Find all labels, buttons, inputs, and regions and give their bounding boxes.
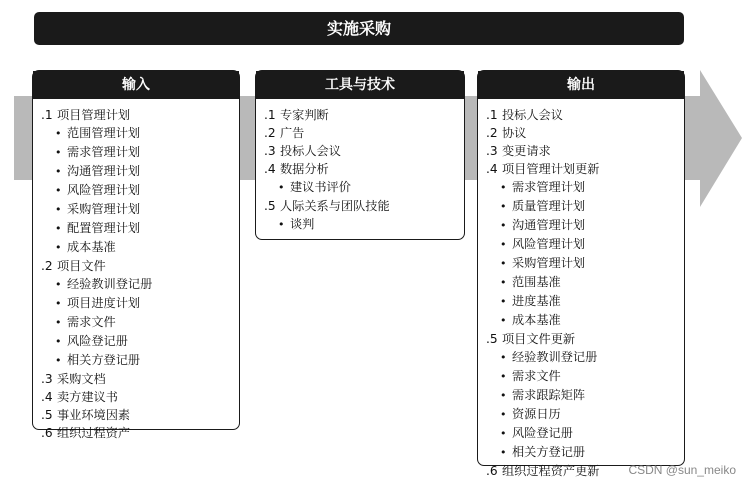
item-label: 投标人会议	[502, 108, 563, 122]
bullet-icon: •	[55, 241, 62, 254]
item-number: .3	[41, 372, 53, 386]
sub-item-label: 进度基准	[512, 294, 561, 308]
bullet-icon: •	[55, 278, 62, 291]
sub-item	[41, 238, 233, 257]
sub-item	[486, 405, 678, 424]
sub-item-label: 谈判	[290, 217, 315, 231]
sub-item-label: 需求管理计划	[512, 180, 586, 194]
tools-header: 工具与技术	[256, 71, 464, 99]
bullet-icon: •	[500, 238, 507, 251]
sub-item-label: 建议书评价	[290, 180, 351, 194]
sub-item-label: 需求跟踪矩阵	[512, 388, 586, 402]
outputs-header: 输出	[478, 71, 684, 99]
bullet-icon: •	[500, 295, 507, 308]
sub-item-label: 需求管理计划	[67, 145, 141, 159]
sub-item	[486, 178, 678, 197]
list-item	[41, 257, 233, 275]
item-number: .4	[41, 390, 53, 404]
bullet-icon: •	[500, 219, 507, 232]
item-number: .2	[486, 126, 498, 140]
list-item	[486, 330, 678, 348]
sub-item	[41, 351, 233, 370]
inputs-header: 输入	[33, 71, 239, 99]
sub-item-label: 风险登记册	[512, 426, 573, 440]
tools-panel	[255, 70, 465, 240]
list-item	[41, 388, 233, 406]
sub-item	[41, 294, 233, 313]
bullet-icon: •	[500, 257, 507, 270]
list-item	[264, 197, 458, 215]
tools-list	[256, 99, 464, 238]
watermark: CSDN @sun_meiko	[628, 463, 736, 477]
sub-item	[486, 443, 678, 462]
sub-item	[264, 178, 458, 197]
item-number: .1	[486, 108, 498, 122]
sub-item-label: 相关方登记册	[512, 445, 586, 459]
bullet-icon: •	[55, 297, 62, 310]
item-label: 项目管理计划	[57, 108, 131, 122]
outputs-list	[478, 99, 684, 484]
item-number: .5	[264, 199, 276, 213]
item-number: .5	[41, 408, 53, 422]
item-label: 专家判断	[280, 108, 329, 122]
item-number: .3	[486, 144, 498, 158]
sub-item-label: 需求文件	[67, 315, 116, 329]
item-number: .6	[41, 426, 53, 440]
item-number: .2	[264, 126, 276, 140]
list-item	[486, 124, 678, 142]
item-label: 项目文件更新	[502, 332, 576, 346]
bullet-icon: •	[500, 427, 507, 440]
bullet-icon: •	[55, 146, 62, 159]
sub-item-label: 质量管理计划	[512, 199, 586, 213]
sub-item-label: 相关方登记册	[67, 353, 141, 367]
sub-item-label: 沟通管理计划	[67, 164, 141, 178]
bullet-icon: •	[55, 222, 62, 235]
sub-item-label: 采购管理计划	[512, 256, 586, 270]
item-label: 协议	[502, 126, 527, 140]
list-item	[264, 124, 458, 142]
item-label: 人际关系与团队技能	[280, 199, 390, 213]
sub-item-label: 配置管理计划	[67, 221, 141, 235]
sub-item	[486, 386, 678, 405]
item-label: 项目管理计划更新	[502, 162, 600, 176]
item-label: 广告	[280, 126, 305, 140]
list-item	[41, 406, 233, 424]
sub-item-label: 风险管理计划	[512, 237, 586, 251]
sub-item	[264, 215, 458, 234]
sub-item	[41, 181, 233, 200]
sub-item	[486, 292, 678, 311]
sub-item	[41, 124, 233, 143]
item-label: 事业环境因素	[57, 408, 131, 422]
sub-item	[486, 254, 678, 273]
bullet-icon: •	[55, 203, 62, 216]
bullet-icon: •	[500, 200, 507, 213]
bullet-icon: •	[500, 408, 507, 421]
bullet-icon: •	[500, 446, 507, 459]
bullet-icon: •	[55, 184, 62, 197]
sub-item-label: 范围基准	[512, 275, 561, 289]
list-item	[486, 106, 678, 124]
item-number: .5	[486, 332, 498, 346]
bullet-icon: •	[55, 316, 62, 329]
item-number: .1	[264, 108, 276, 122]
sub-item-label: 经验教训登记册	[512, 350, 598, 364]
item-number: .6	[486, 464, 498, 478]
sub-item-label: 资源日历	[512, 407, 561, 421]
list-item	[41, 106, 233, 124]
bullet-icon: •	[55, 354, 62, 367]
item-label: 变更请求	[502, 144, 551, 158]
sub-item	[41, 200, 233, 219]
list-item	[264, 106, 458, 124]
item-label: 卖方建议书	[57, 390, 118, 404]
sub-item-label: 风险登记册	[67, 334, 128, 348]
sub-item	[41, 143, 233, 162]
bullet-icon: •	[278, 181, 285, 194]
item-label: 采购文档	[57, 372, 106, 386]
sub-item-label: 成本基准	[512, 313, 561, 327]
bullet-icon: •	[500, 389, 507, 402]
bullet-icon: •	[500, 276, 507, 289]
item-label: 组织过程资产	[57, 426, 131, 440]
sub-item-label: 成本基准	[67, 240, 116, 254]
list-item	[486, 160, 678, 178]
sub-item	[486, 197, 678, 216]
sub-item	[41, 219, 233, 238]
sub-item	[486, 216, 678, 235]
sub-item-label: 需求文件	[512, 369, 561, 383]
bullet-icon: •	[500, 351, 507, 364]
list-item	[264, 142, 458, 160]
sub-item	[41, 162, 233, 181]
sub-item-label: 采购管理计划	[67, 202, 141, 216]
bullet-icon: •	[500, 370, 507, 383]
sub-item	[486, 311, 678, 330]
bullet-icon: •	[55, 165, 62, 178]
sub-item	[41, 313, 233, 332]
bullet-icon: •	[55, 127, 62, 140]
sub-item-label: 项目进度计划	[67, 296, 141, 310]
item-number: .2	[41, 259, 53, 273]
process-title: 实施采购	[34, 12, 684, 45]
sub-item	[41, 332, 233, 351]
item-label: 组织过程资产更新	[502, 464, 600, 478]
sub-item-label: 风险管理计划	[67, 183, 141, 197]
list-item	[41, 370, 233, 388]
bullet-icon: •	[278, 218, 285, 231]
sub-item	[486, 235, 678, 254]
item-label: 项目文件	[57, 259, 106, 273]
sub-item-label: 经验教训登记册	[67, 277, 153, 291]
bullet-icon: •	[500, 314, 507, 327]
sub-item	[41, 275, 233, 294]
item-number: .1	[41, 108, 53, 122]
sub-item-label: 范围管理计划	[67, 126, 141, 140]
item-number: .3	[264, 144, 276, 158]
bullet-icon: •	[500, 181, 507, 194]
sub-item	[486, 273, 678, 292]
list-item	[264, 160, 458, 178]
bullet-icon: •	[55, 335, 62, 348]
list-item	[41, 424, 233, 442]
sub-item	[486, 424, 678, 443]
sub-item	[486, 348, 678, 367]
item-number: .4	[264, 162, 276, 176]
item-label: 投标人会议	[280, 144, 341, 158]
sub-item-label: 沟通管理计划	[512, 218, 586, 232]
item-label: 数据分析	[280, 162, 329, 176]
sub-item	[486, 367, 678, 386]
inputs-list	[33, 99, 239, 446]
item-number: .4	[486, 162, 498, 176]
inputs-panel	[32, 70, 240, 440]
list-item	[486, 142, 678, 160]
